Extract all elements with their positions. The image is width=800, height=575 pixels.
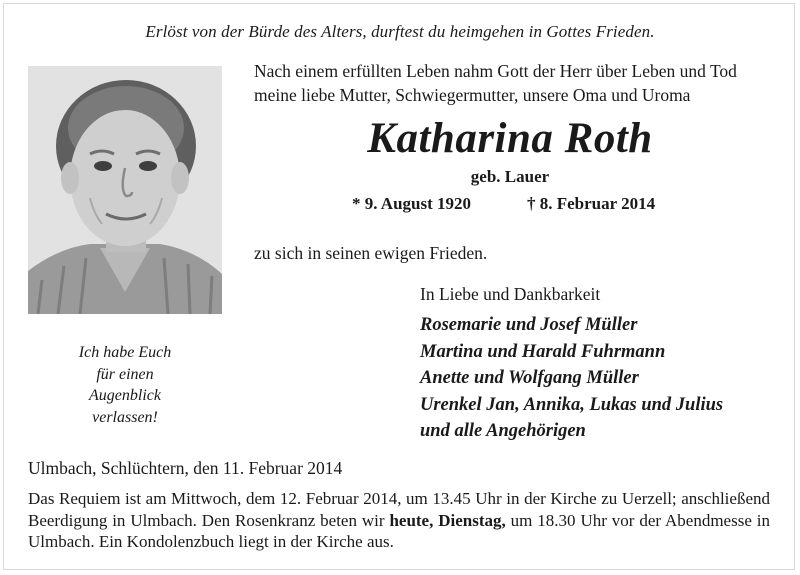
mourner-line: Anette und Wolfgang Müller — [420, 368, 639, 388]
birth-date: * 9. August 1920 — [352, 194, 472, 213]
quote-line: Ich habe Euch — [78, 344, 172, 361]
quote-line: für einen — [96, 365, 154, 383]
service-notice — [28, 488, 770, 553]
service-notice-text: Das Requiem ist am Mittwoch, dem 12. Februar 2014, um 13.45 Uhr in der Kirche zu Uerzell; anschließend Beerdigung in Ulmbach. Den Rosenkranz beten wir — [28, 489, 770, 530]
mourner-line: Urenkel Jan, Annika, Lukas und Julius — [420, 394, 724, 415]
service-notice-emphasis: heute, Dienstag, — [389, 510, 506, 530]
quote-line: Augenblick — [89, 387, 161, 404]
place-date: Ulmbach, Schlüchtern, den 11. Februar 2014 — [28, 458, 343, 478]
portrait-photo — [28, 66, 222, 314]
motto: Erlöst von der Bürde des Alters, durftest du heimgehen in Gottes Frieden. — [145, 22, 655, 41]
quote-line: verlassen! — [92, 408, 158, 426]
maiden-name: geb. Lauer — [470, 167, 550, 186]
mourner-line: Martina und Harald Fuhrmann — [420, 341, 666, 362]
deceased-name: Katharina Roth — [367, 115, 653, 162]
gratitude-line: In Liebe und Dankbarkeit — [420, 284, 601, 304]
service-notice-text-end: um 18.30 Uhr vor der Abendmesse in Ulmbach. Ein Kondolenzbuch liegt in der Kirche aus. — [28, 510, 770, 551]
death-date: † 8. Februar 2014 — [527, 194, 656, 213]
mourner-line: und alle Angehörigen — [420, 421, 586, 441]
farewell-quote — [28, 342, 222, 428]
peace-text: zu sich in seinen ewigen Frieden. — [254, 243, 488, 263]
mourners-list — [420, 312, 790, 445]
intro-text: Nach einem erfüllten Leben nahm Gott der Herr über Leben und Tod meine liebe Mutter, Schwiegermutter, unsere Oma und Uroma — [254, 61, 737, 105]
mourner-line: Rosemarie und Josef Müller — [420, 315, 638, 335]
